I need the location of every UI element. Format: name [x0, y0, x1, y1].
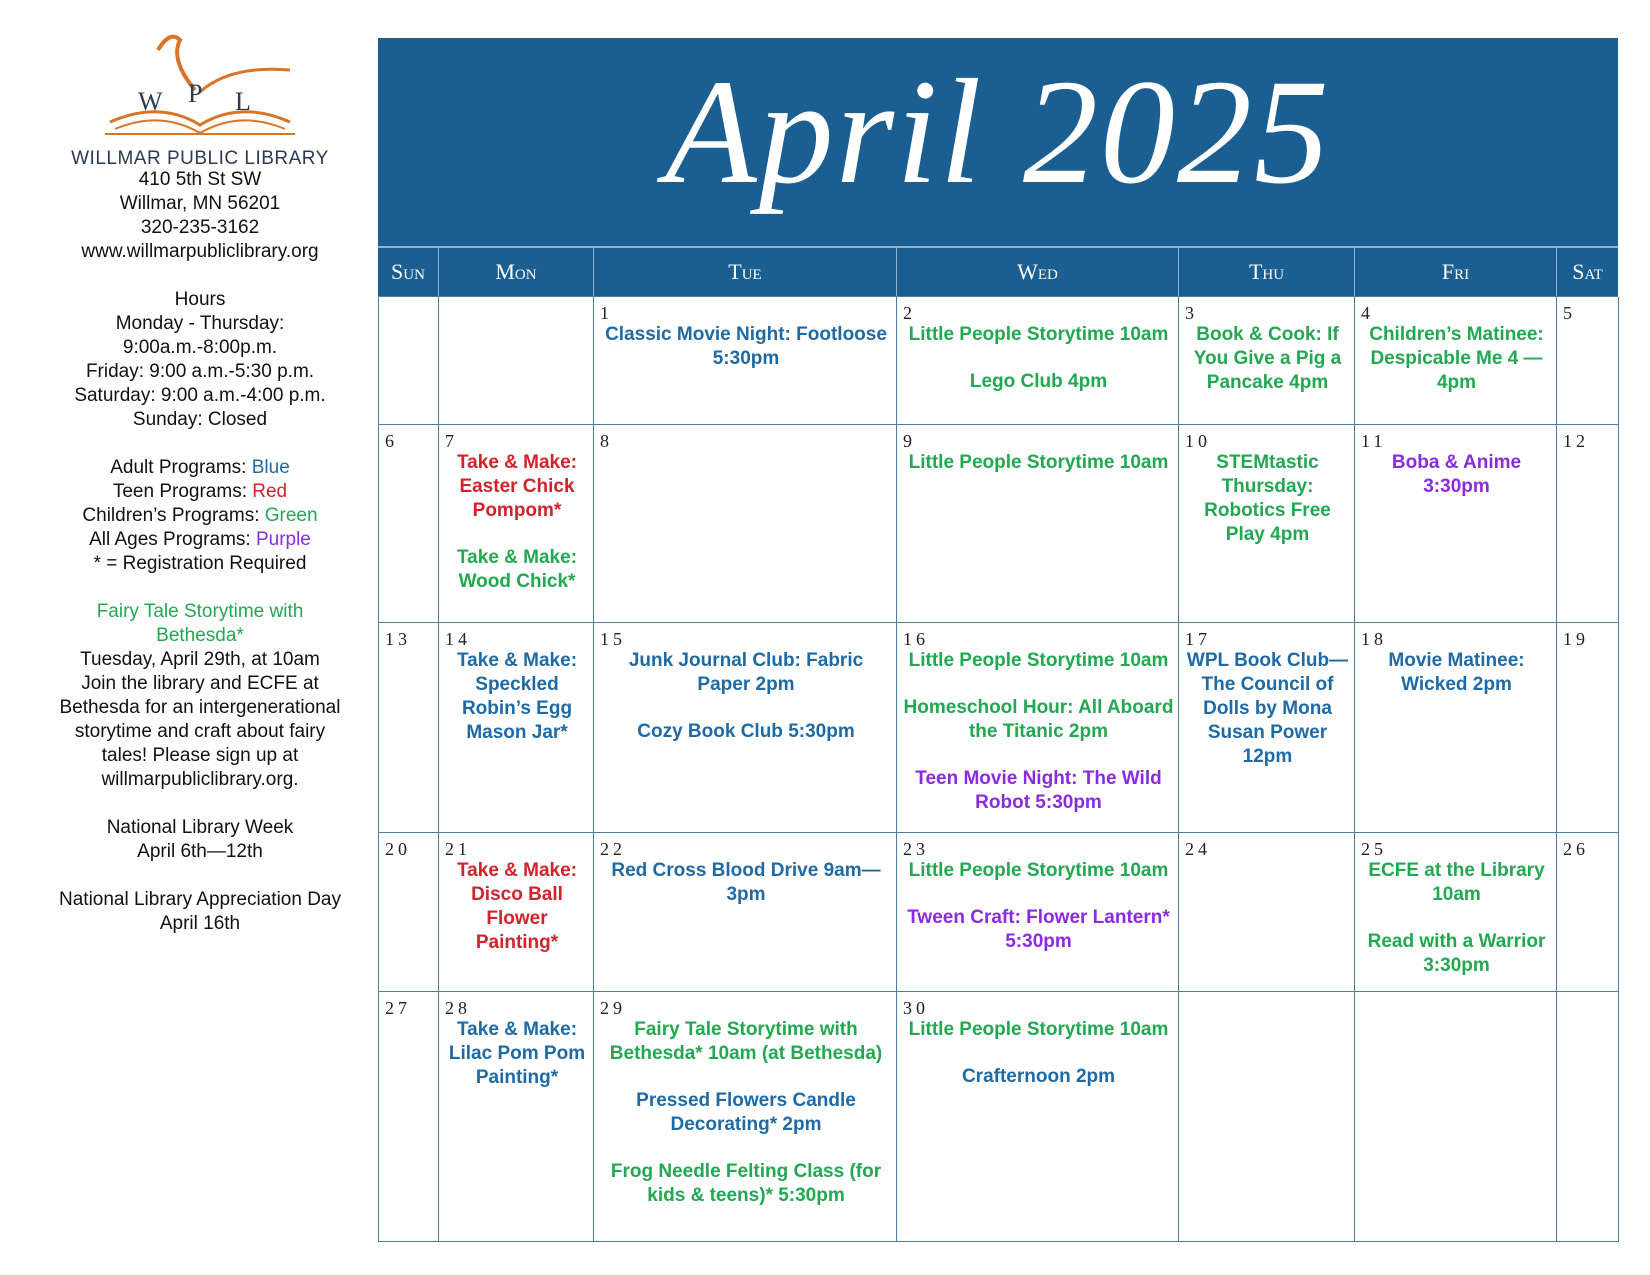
hours-mon-thu: Monday - Thursday: 9:00a.m.-8:00p.m. [115, 313, 285, 358]
calendar-day-cell [594, 833, 897, 992]
calendar-day-cell [1557, 992, 1619, 1242]
calendar-day-cell [897, 425, 1179, 623]
open-book-logo-icon [30, 30, 370, 140]
day-number: 5 [1563, 303, 1576, 323]
observance-2-title: National Library Appreciation Day [59, 889, 341, 910]
calendar-event: Take & Make: Easter Chick Pompom* [456, 452, 578, 521]
day-number: 4 [1361, 303, 1374, 323]
day-number [1185, 998, 1350, 1018]
calendar-event: Read with a Warrior 3:30pm [1367, 931, 1546, 976]
day-number: 23 [903, 839, 929, 859]
day-number: 16 [903, 629, 929, 649]
feature-title: Fairy Tale Storytime with Bethesda* [96, 601, 304, 646]
legend-teen: Teen Programs: Red [112, 481, 288, 502]
calendar-event: ECFE at the Library 10am [1368, 860, 1545, 905]
logo-letter-l: L [235, 87, 251, 116]
day-number [385, 303, 434, 323]
calendar-day-cell [1557, 833, 1619, 992]
calendar-day-cell [439, 623, 594, 833]
day-number: 28 [445, 998, 471, 1018]
day-number [1361, 998, 1552, 1018]
calendar-day-cell [1557, 297, 1619, 425]
weekday-header-row [378, 246, 1618, 296]
calendar-event: Red Cross Blood Drive 9am—3pm [611, 860, 881, 905]
website-link[interactable]: www.willmarpubliclibrary.org [81, 241, 319, 262]
calendar-day-cell [1557, 425, 1619, 623]
calendar-event: Little People Storytime 10am [908, 1019, 1169, 1040]
day-number: 7 [445, 431, 458, 451]
calendar-day-cell [1179, 833, 1355, 992]
day-number [1563, 998, 1614, 1018]
calendar-event: Take & Make: Lilac Pom Pom Painting* [448, 1019, 586, 1088]
day-number: 13 [385, 629, 411, 649]
weekday-header: Sat [1556, 248, 1618, 296]
legend-adult: Adult Programs: Blue [110, 457, 290, 478]
day-number: 21 [445, 839, 471, 859]
calendar-event: Teen Movie Night: The Wild Robot 5:30pm [915, 768, 1162, 813]
calendar-event: Children’s Matinee: Despicable Me 4 — 4pm [1369, 324, 1544, 393]
weekday-header: Sun [391, 259, 425, 284]
library-logo [30, 30, 370, 169]
calendar-grid [378, 296, 1618, 1242]
calendar-event: Take & Make: Disco Ball Flower Painting* [456, 860, 578, 953]
calendar-day-cell [439, 833, 594, 992]
day-number: 10 [1185, 431, 1211, 451]
calendar-day-cell [1355, 992, 1557, 1242]
calendar-day-cell [897, 623, 1179, 833]
calendar-day-cell [1179, 992, 1355, 1242]
calendar-event: Little People Storytime 10am [908, 860, 1169, 881]
day-number: 25 [1361, 839, 1387, 859]
calendar-day-cell [379, 623, 439, 833]
feature-description: Join the library and ECFE at Bethesda for an intergenerational storytime and craft about fairy tales! Please sign up at willmarpubliclibrary.org. [59, 673, 341, 790]
calendar-day-cell [1179, 297, 1355, 425]
calendar-day-cell [379, 992, 439, 1242]
calendar-event: Movie Matinee: Wicked 2pm [1388, 650, 1525, 695]
legend-all-ages: All Ages Programs: Purple [89, 529, 311, 550]
hours-sunday: Sunday: Closed [132, 409, 268, 430]
calendar-event: Homeschool Hour: All Aboard the Titanic 2pm [903, 697, 1174, 742]
day-number: 22 [600, 839, 626, 859]
day-number: 9 [903, 431, 916, 451]
day-number: 1 [600, 303, 613, 323]
calendar-event: Take & Make: Speckled Robin’s Egg Mason Jar* [456, 650, 578, 743]
calendar-event: STEMtastic Thursday: Robotics Free Play 4pm [1204, 452, 1331, 545]
calendar-day-cell [439, 297, 594, 425]
calendar-day-cell [379, 833, 439, 992]
calendar-day-cell [594, 623, 897, 833]
calendar-day-cell [439, 992, 594, 1242]
hours-friday: Friday: 9:00 a.m.-5:30 p.m. [85, 361, 315, 382]
day-number: 27 [385, 998, 411, 1018]
day-number [445, 303, 589, 323]
calendar-title: April 2025 [665, 49, 1331, 215]
calendar-event: Little People Storytime 10am [908, 452, 1169, 473]
calendar-day-cell [379, 297, 439, 425]
logo-letter-p: P [188, 79, 203, 108]
calendar-day-cell [897, 992, 1179, 1242]
hours-heading: Hours [174, 289, 226, 310]
phone-number: 320-235-3162 [140, 217, 260, 238]
hours-saturday: Saturday: 9:00 a.m.-4:00 p.m. [74, 385, 326, 406]
day-number: 2 [903, 303, 916, 323]
calendar-day-cell [1355, 623, 1557, 833]
weekday-header: Wed [896, 248, 1178, 296]
day-number: 20 [385, 839, 411, 859]
weekday-header: Tue [593, 248, 896, 296]
day-number: 19 [1563, 629, 1589, 649]
calendar-day-cell [1179, 425, 1355, 623]
logo-letter-w: W [138, 87, 163, 116]
day-number: 15 [600, 629, 626, 649]
calendar-banner [378, 38, 1618, 246]
weekday-header: Thu [1178, 248, 1354, 296]
calendar-event: Book & Cook: If You Give a Pig a Pancake 4pm [1193, 324, 1342, 393]
day-number: 3 [1185, 303, 1198, 323]
day-number: 6 [385, 431, 398, 451]
calendar-day-cell [1557, 623, 1619, 833]
sidebar [30, 30, 370, 936]
day-number: 11 [1361, 431, 1387, 451]
calendar-event: Crafternoon 2pm [961, 1066, 1116, 1087]
day-number: 12 [1563, 431, 1589, 451]
calendar-event: Take & Make: Wood Chick* [456, 547, 578, 592]
calendar-day-cell [897, 833, 1179, 992]
day-number: 14 [445, 629, 471, 649]
calendar-day-cell [594, 992, 897, 1242]
day-number: 17 [1185, 629, 1211, 649]
calendar-event: Boba & Anime 3:30pm [1391, 452, 1522, 497]
calendar-event: Little People Storytime 10am [908, 324, 1169, 345]
calendar-day-cell [1179, 623, 1355, 833]
day-number: 30 [903, 998, 929, 1018]
calendar-day-cell [1355, 833, 1557, 992]
calendar-day-cell [897, 297, 1179, 425]
address-line-1: 410 5th St SW [138, 169, 262, 190]
observance-1-title: National Library Week [106, 817, 294, 838]
calendar-day-cell [1355, 425, 1557, 623]
weekday-header: Fri [1354, 248, 1556, 296]
day-number: 8 [600, 431, 613, 451]
day-number: 26 [1563, 839, 1589, 859]
calendar-event: Cozy Book Club 5:30pm [637, 721, 855, 742]
calendar-day-cell [1355, 297, 1557, 425]
calendar-event: Junk Journal Club: Fabric Paper 2pm [628, 650, 864, 695]
calendar-event: Frog Needle Felting Class (for kids & teens)* 5:30pm [610, 1161, 882, 1206]
calendar-day-cell [594, 297, 897, 425]
address-line-2: Willmar, MN 56201 [119, 193, 281, 214]
day-number: 24 [1185, 839, 1211, 859]
calendar-event: Little People Storytime 10am [908, 650, 1169, 671]
calendar-day-cell [379, 425, 439, 623]
feature-when: Tuesday, April 29th, at 10am [80, 649, 320, 670]
legend-children: Children’s Programs: Green [82, 505, 318, 526]
calendar-event: Fairy Tale Storytime with Bethesda* 10am (at Bethesda) [609, 1019, 883, 1064]
day-number: 18 [1361, 629, 1387, 649]
calendar-event: Pressed Flowers Candle Decorating* 2pm [636, 1090, 856, 1135]
calendar [378, 38, 1618, 1242]
library-name: WILLMAR PUBLIC LIBRARY [71, 148, 329, 169]
weekday-header: Mon [438, 248, 593, 296]
registration-note: * = Registration Required [93, 553, 307, 574]
observance-2-dates: April 16th [159, 913, 241, 934]
observance-1-dates: April 6th—12th [137, 841, 263, 862]
calendar-event: WPL Book Club—The Council of Dolls by Mona Susan Power 12pm [1186, 650, 1349, 767]
calendar-day-cell [594, 425, 897, 623]
calendar-event: Tween Craft: Flower Lantern* 5:30pm [907, 907, 1170, 952]
calendar-event: Lego Club 4pm [969, 371, 1108, 392]
calendar-day-cell [439, 425, 594, 623]
calendar-event: Classic Movie Night: Footloose 5:30pm [605, 324, 887, 369]
day-number: 29 [600, 998, 626, 1018]
